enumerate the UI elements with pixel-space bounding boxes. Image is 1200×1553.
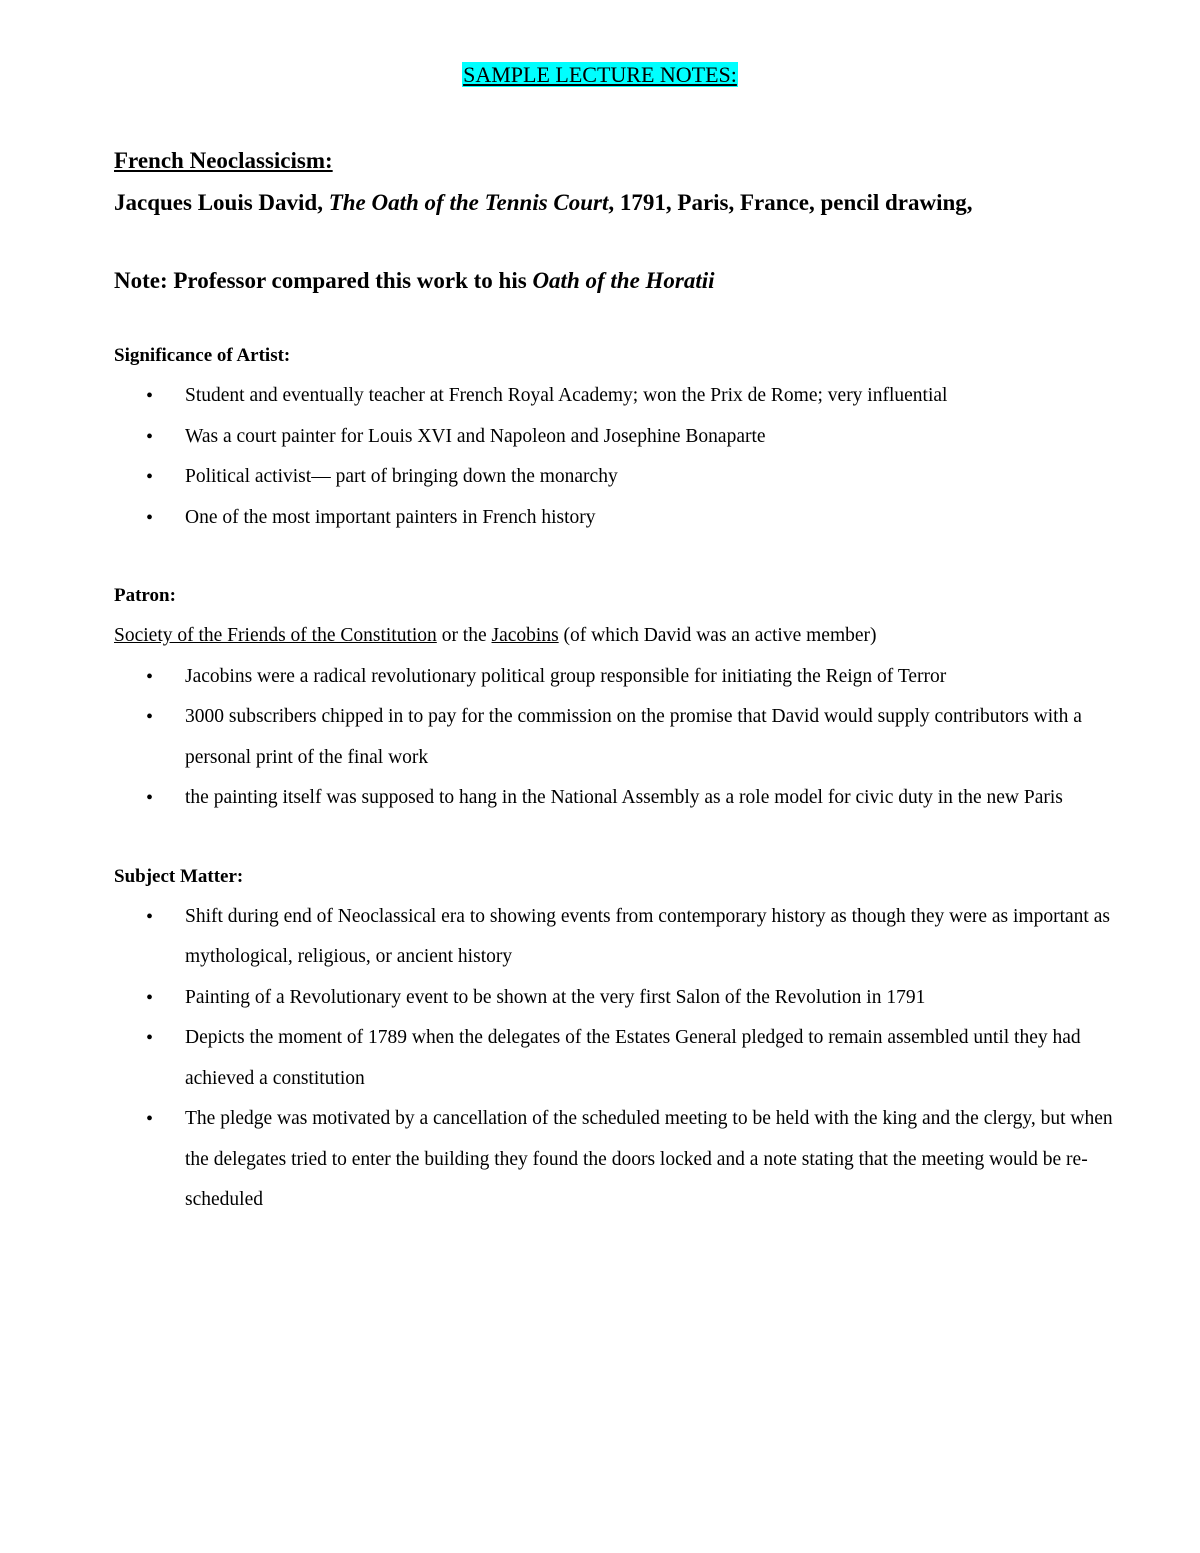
spacer — [114, 538, 1114, 576]
list-item: • Student and eventually teacher at French Royal Academy; won the Prix de Rome; very influential — [114, 376, 1114, 417]
section-heading-french-neoclassicism: French Neoclassicism: — [114, 148, 333, 173]
artwork-artist: Jacques Louis David, — [114, 190, 329, 215]
artwork-details: , 1791, Paris, France, pencil drawing, — [608, 190, 973, 215]
artwork-line — [114, 186, 1114, 220]
list-item: • Jacobins were a radical revolutionary political group responsible for initiating the Reign of Terror — [114, 657, 1114, 698]
page-title — [0, 58, 1200, 92]
list-item: • 3000 subscribers chipped in to pay for the commission on the promise that David would supply contributors with a personal print of the final work — [114, 697, 1114, 778]
subject-list — [114, 897, 1114, 1221]
patron-line — [114, 616, 1114, 657]
patron-jacobins: Jacobins — [491, 625, 559, 646]
list-item: • Political activist— part of bringing down the monarchy — [114, 457, 1114, 498]
patron-or-the: or the — [436, 625, 492, 646]
list-item: • The pledge was motivated by a cancellation of the scheduled meeting to be held with the king and the clergy, but when the delegates tried to enter the building they found the doors locked and a note stating that the meeting would be re-scheduled — [114, 1099, 1114, 1221]
subject-heading: Subject Matter: — [114, 865, 244, 887]
list-item: • Shift during end of Neoclassical era to showing events from contemporary history as though they were as important as mythological, religious, or ancient history — [114, 897, 1114, 978]
patron-list — [114, 657, 1114, 819]
note-work: Oath of the Horatii — [532, 268, 715, 293]
list-item: • Was a court painter for Louis XVI and Napoleon and Josephine Bonaparte — [114, 417, 1114, 458]
note-line — [114, 264, 1114, 298]
artwork-title: The Oath of the Tennis Court — [328, 190, 609, 215]
note-prefix: Note: Professor compared this work to his — [114, 268, 533, 293]
list-item: • Depicts the moment of 1789 when the delegates of the Estates General pledged to remain assembled until they had achieved a constitution — [114, 1018, 1114, 1099]
document-content — [114, 144, 1114, 1221]
spacer — [114, 298, 1114, 336]
patron-society: Society of the Friends of the Constitution — [114, 625, 437, 646]
spacer — [114, 819, 1114, 857]
list-item: • Painting of a Revolutionary event to be shown at the very first Salon of the Revolution in 1791 — [114, 978, 1114, 1019]
patron-suffix: (of which David was an active member) — [558, 625, 877, 646]
list-item: • One of the most important painters in French history — [114, 498, 1114, 539]
list-item: • the painting itself was supposed to hang in the National Assembly as a role model for civic duty in the new Paris — [114, 778, 1114, 819]
significance-list — [114, 376, 1114, 538]
page-title-text: SAMPLE LECTURE NOTES: — [463, 62, 737, 87]
spacer — [114, 220, 1114, 264]
significance-heading: Significance of Artist: — [114, 345, 291, 366]
patron-heading: Patron: — [114, 585, 176, 606]
